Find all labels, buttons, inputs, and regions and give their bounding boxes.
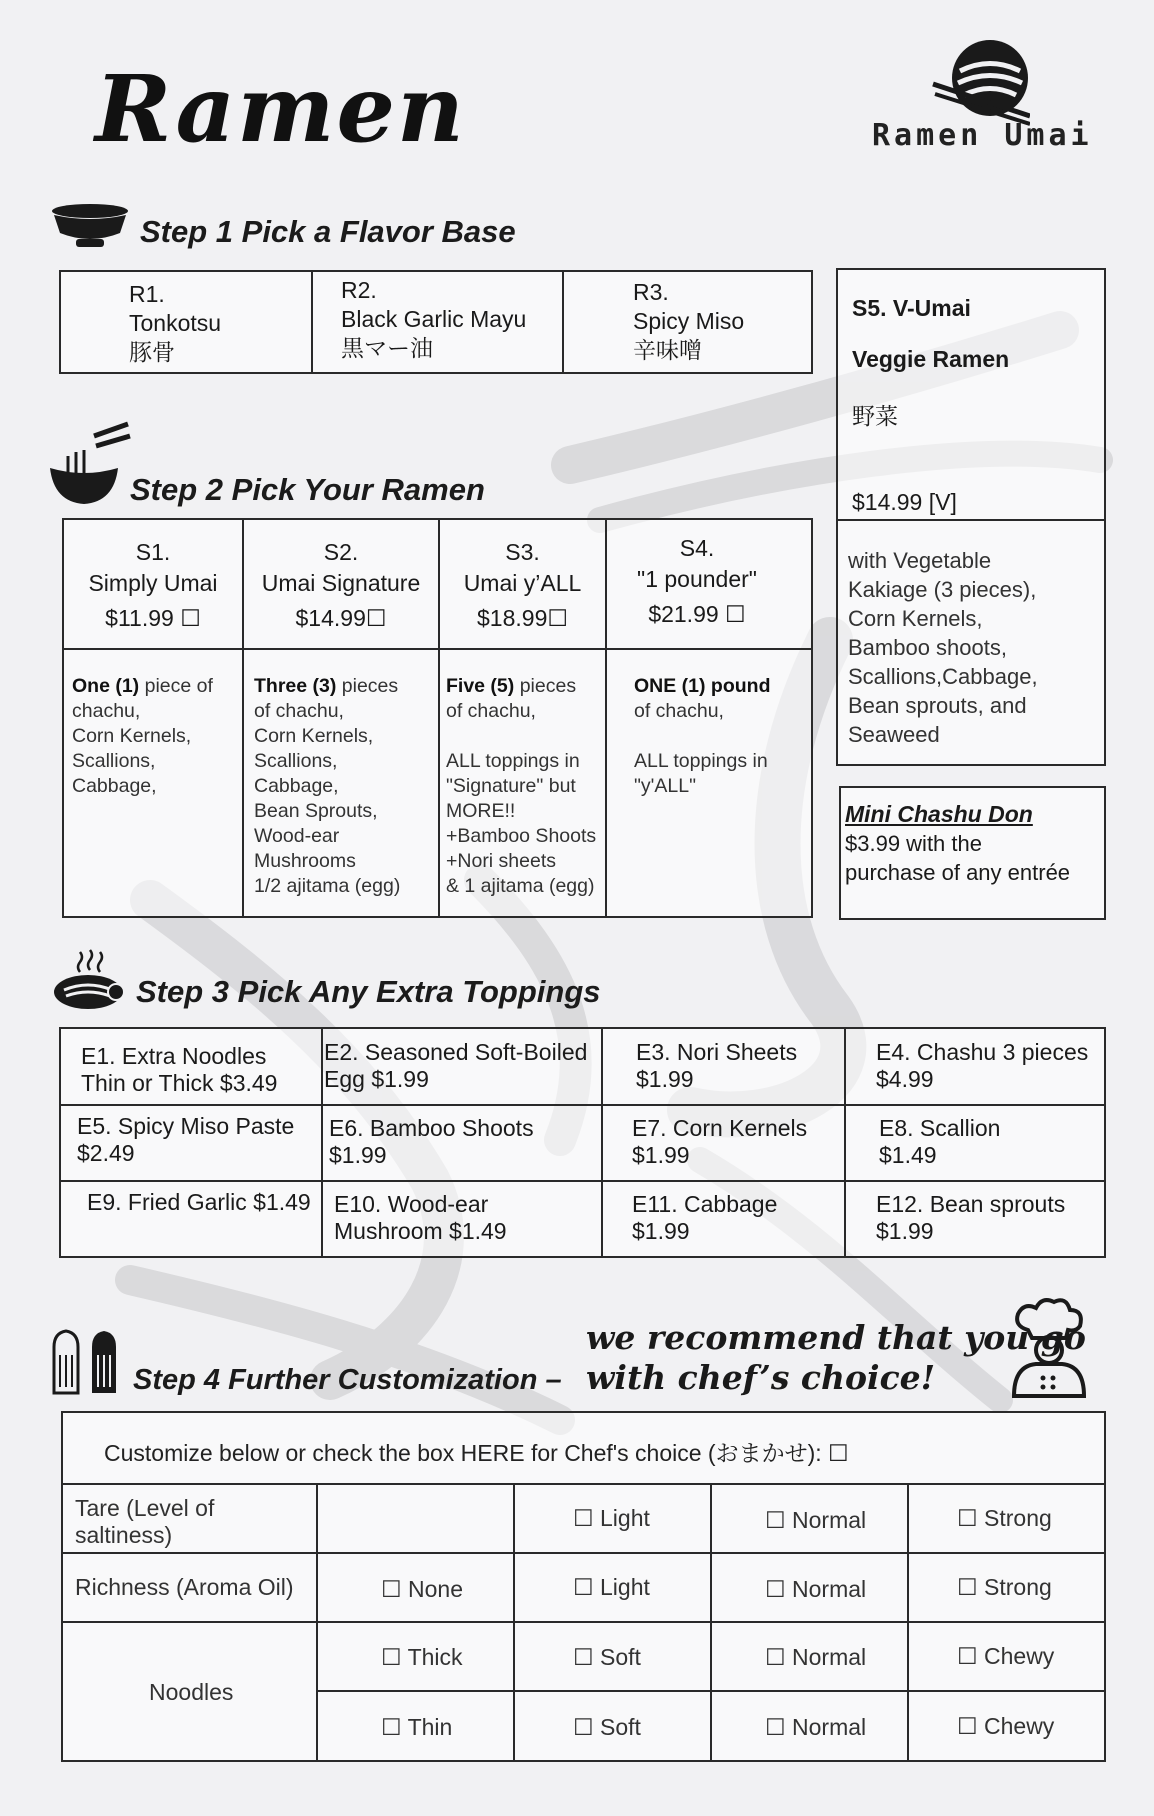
desc-bold: Five (5): [446, 675, 515, 697]
richness-normal-option[interactable]: ☐ Normal: [765, 1576, 867, 1602]
topping-e8[interactable]: E8. Scallion $1.49: [879, 1115, 1001, 1168]
ramen-code: S2.: [323, 539, 359, 565]
flavor-name: Spicy Miso: [633, 308, 745, 334]
step3-title: Step 3 Pick Any Extra Toppings: [136, 974, 601, 1009]
ramen-s1-description: [72, 674, 240, 799]
noodles-soft-option[interactable]: ☐ Soft: [573, 1644, 641, 1670]
topping-e6[interactable]: E6. Bamboo Shoots $1.99: [329, 1115, 534, 1168]
flavor-name: Black Garlic Mayu: [341, 306, 527, 332]
chef-choice-checkbox-row[interactable]: Customize below or check the box HERE for Chef's choice (おまかせ): ☐: [104, 1440, 849, 1466]
topping-e3[interactable]: E3. Nori Sheets $1.99: [636, 1039, 798, 1092]
step2-title: Step 2 Pick Your Ramen: [130, 472, 485, 507]
tare-label: Tare (Level of saltiness): [75, 1495, 215, 1548]
flavor-r1[interactable]: [129, 280, 221, 367]
richness-light-option[interactable]: ☐ Light: [573, 1574, 650, 1600]
flavor-name: Tonkotsu: [129, 310, 222, 336]
steaming-noodles-icon: [52, 948, 132, 1012]
mini-don-title: Mini Chashu Don: [845, 801, 1033, 827]
ramen-price: $14.99☐: [295, 605, 387, 631]
noodles-thin-option[interactable]: ☐ Thin: [381, 1714, 453, 1740]
step1-title: Step 1 Pick a Flavor Base: [140, 214, 516, 249]
mini-don-description: $3.99 with the purchase of any entrée: [845, 831, 1071, 885]
ramen-name: "1 pounder": [637, 566, 757, 592]
noodles-normal-option-2[interactable]: ☐ Normal: [765, 1714, 867, 1740]
ramen-s2-header[interactable]: [244, 538, 438, 633]
toppings-table: [59, 1027, 1106, 1258]
noodle-bowl-icon: [48, 420, 132, 506]
ramen-price: $18.99☐: [477, 605, 568, 631]
flavor-code: R1.: [129, 281, 165, 307]
desc-text: pieces of chachu, Corn Kernels, Scallions, Cabbage, Bean Sprouts, Wood-ear Mushrooms 1/2 ajitama (egg): [254, 675, 401, 897]
chef-icon: [1006, 1296, 1092, 1400]
ramen-name: Umai Signature: [261, 570, 421, 596]
ramen-price: $11.99 ☐: [105, 605, 201, 631]
noodles-label: Noodles: [149, 1679, 234, 1705]
noodles-chewy-option[interactable]: ☐ Chewy: [957, 1643, 1055, 1669]
desc-text: of chachu, ALL toppings in "y'ALL": [634, 700, 768, 797]
flavor-jp: 黒マー油: [341, 335, 433, 361]
richness-label: Richness (Aroma Oil): [75, 1574, 294, 1600]
recommend-line1: we recommend that you go: [586, 1318, 1086, 1357]
noodles-soft-option-2[interactable]: ☐ Soft: [573, 1714, 641, 1740]
topping-e1[interactable]: E1. Extra Noodles Thin or Thick $3.49: [81, 1043, 278, 1096]
desc-bold: ONE (1) pound: [634, 675, 771, 697]
ramen-s2-description: [254, 674, 436, 899]
topping-e10[interactable]: E10. Wood-ear Mushroom $1.49: [334, 1191, 507, 1244]
topping-e12[interactable]: E12. Bean sprouts $1.99: [876, 1191, 1066, 1244]
tare-light-option[interactable]: ☐ Light: [573, 1505, 650, 1531]
ramen-s3-description: [446, 674, 606, 899]
ramen-s1-header[interactable]: [64, 538, 242, 633]
flavor-r3[interactable]: [633, 278, 744, 365]
flavor-r2[interactable]: [341, 276, 526, 363]
noodles-normal-option[interactable]: ☐ Normal: [765, 1644, 867, 1670]
flavor-jp: 辛味噌: [633, 337, 702, 363]
ramen-bowl-logo-icon: [930, 36, 1030, 126]
flavor-base-table: [59, 270, 813, 374]
topping-e5[interactable]: E5. Spicy Miso Paste $2.49: [77, 1113, 295, 1166]
veggie-description: with Vegetable Kakiage (3 pieces), Corn Kernels, Bamboo shoots, Scallions,Cabbage, Bean sprouts, and Seaweed: [848, 548, 1038, 747]
richness-strong-option[interactable]: ☐ Strong: [957, 1574, 1052, 1600]
veggie-code: S5. V-Umai: [852, 295, 971, 321]
flavor-code: R2.: [341, 277, 377, 303]
noodles-chewy-option-2[interactable]: ☐ Chewy: [957, 1713, 1055, 1739]
bowl-icon: [50, 203, 130, 249]
desc-text: piece of chachu, Corn Kernels, Scallions, Cabbage,: [72, 675, 213, 797]
noodles-thick-option[interactable]: ☐ Thick: [381, 1644, 463, 1670]
tare-normal-option[interactable]: ☐ Normal: [765, 1507, 867, 1533]
veggie-name: Veggie Ramen: [852, 346, 1010, 372]
veggie-jp: 野菜: [852, 403, 898, 429]
ramen-s3-header[interactable]: [440, 538, 605, 633]
topping-e2[interactable]: E2. Seasoned Soft-Boiled Egg $1.99: [324, 1039, 588, 1092]
desc-text: pieces of chachu, ALL toppings in "Signature" but MORE!! +Bamboo Shoots +Nori sheets & 1 ajitama (egg): [446, 675, 597, 897]
salt-pepper-shakers-icon: [48, 1325, 128, 1397]
topping-e11[interactable]: E11. Cabbage $1.99: [632, 1191, 778, 1244]
mini-chashu-don-box[interactable]: [839, 786, 1106, 920]
desc-bold: One (1): [72, 675, 140, 697]
desc-bold: Three (3): [254, 675, 337, 697]
ramen-s4-header[interactable]: [607, 534, 787, 629]
ramen-price: $21.99 ☐: [648, 601, 746, 627]
topping-e4[interactable]: E4. Chashu 3 pieces $4.99: [876, 1039, 1089, 1092]
ramen-name: Umai y’ALL: [463, 570, 582, 596]
step4-title: Step 4 Further Customization –: [133, 1364, 562, 1396]
customization-table: [61, 1411, 1106, 1762]
page-title: Ramen: [95, 55, 466, 163]
topping-e7[interactable]: E7. Corn Kernels $1.99: [632, 1115, 808, 1168]
ramen-code: S4.: [679, 535, 715, 561]
flavor-jp: 豚骨: [129, 339, 175, 365]
tare-strong-option[interactable]: ☐ Strong: [957, 1505, 1052, 1531]
brand-name: Ramen Umai: [872, 118, 1093, 153]
flavor-code: R3.: [633, 279, 669, 305]
ramen-code: S1.: [135, 539, 171, 565]
veggie-ramen-box[interactable]: [836, 268, 1106, 766]
recommend-line2: with chef’s choice!: [586, 1358, 936, 1397]
topping-e9[interactable]: E9. Fried Garlic $1.49: [87, 1189, 311, 1215]
richness-none-option[interactable]: ☐ None: [381, 1576, 463, 1602]
ramen-s4-description: [634, 674, 810, 799]
ramen-code: S3.: [505, 539, 540, 565]
ramen-table: [62, 518, 813, 918]
veggie-price: $14.99 [V]: [852, 489, 957, 515]
ramen-name: Simply Umai: [88, 570, 218, 596]
